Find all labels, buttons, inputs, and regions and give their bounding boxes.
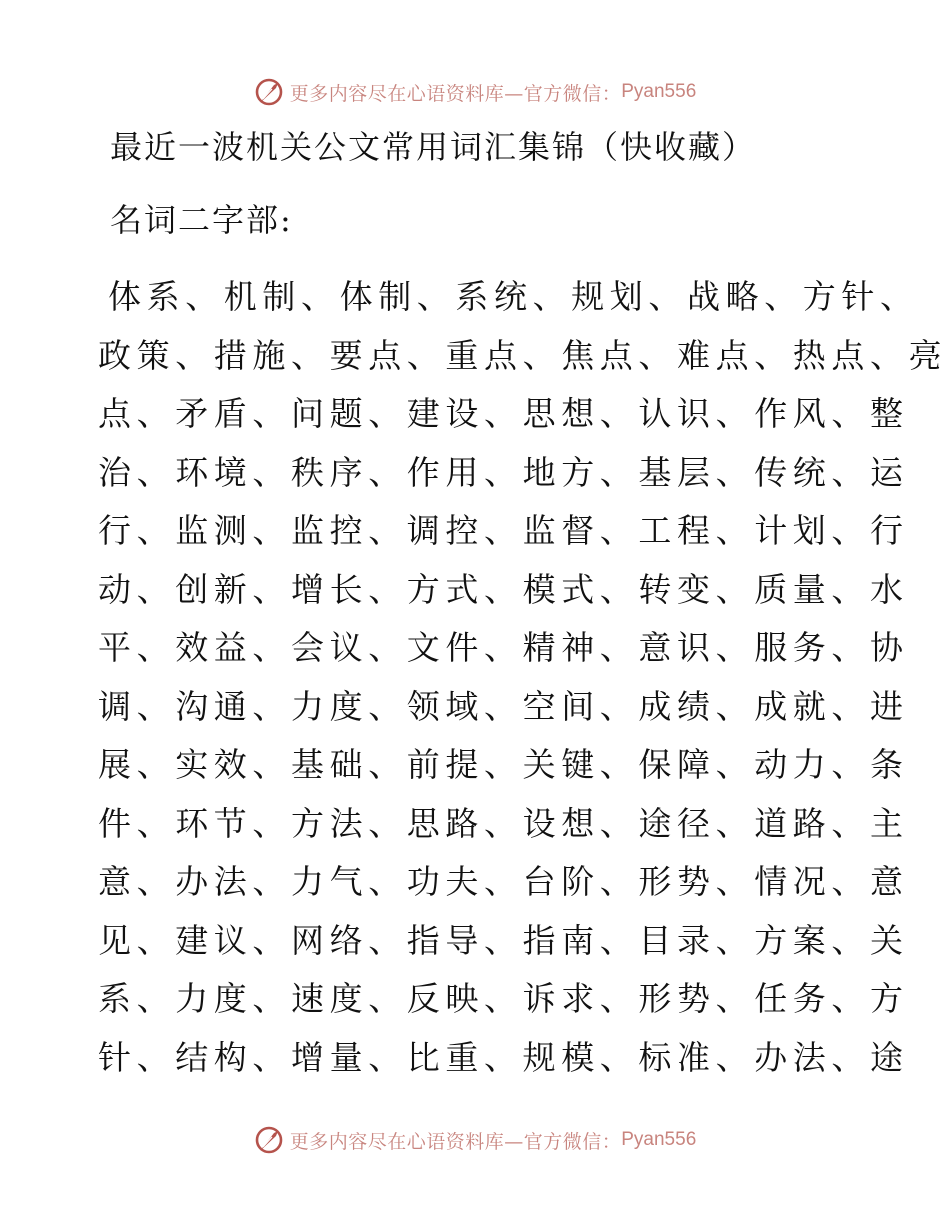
- text-line: 意、办法、力气、功夫、台阶、形势、情况、意: [98, 862, 909, 901]
- quill-pen-circle-icon: [254, 1125, 284, 1155]
- text-line: 平、效益、会议、文件、精神、意识、服务、协: [98, 628, 909, 667]
- text-line: 展、实效、基础、前提、关键、保障、动力、条: [98, 745, 909, 784]
- section-heading: 名词二字部:: [110, 201, 293, 239]
- vocabulary-list: [98, 268, 948, 1087]
- quill-pen-circle-icon: [254, 77, 284, 107]
- watermark-wechat-id: Pyan556: [621, 1129, 697, 1150]
- watermark-wechat-id: Pyan556: [621, 81, 697, 102]
- text-line: 点、矛盾、问题、建设、思想、认识、作风、整: [98, 394, 909, 433]
- text-line: 件、环节、方法、思路、设想、途径、道路、主: [98, 803, 909, 843]
- text-line: 行、监测、监控、调控、监督、工程、计划、行: [98, 511, 909, 550]
- text-line: 政策、措施、要点、重点、焦点、难点、热点、亮: [98, 335, 948, 375]
- watermark-text: 更多内容尽在心语资料库—官方微信：: [289, 82, 622, 105]
- text-line: 体系、机制、体制、系统、规划、战略、方针、: [108, 277, 919, 316]
- text-line: 调、沟通、力度、领域、空间、成绩、成就、进: [98, 686, 909, 726]
- header-watermark: [0, 72, 950, 112]
- text-line: 见、建议、网络、指导、指南、目录、方案、关: [98, 920, 909, 960]
- text-line: 动、创新、增长、方式、模式、转变、质量、水: [98, 569, 909, 609]
- text-line: 治、环境、秩序、作用、地方、基层、传统、运: [98, 452, 909, 492]
- text-line: 针、结构、增量、比重、规模、标准、办法、途: [98, 1037, 909, 1077]
- text-line: 系、力度、速度、反映、诉求、形势、任务、方: [98, 979, 909, 1018]
- watermark-text: 更多内容尽在心语资料库—官方微信：: [289, 1130, 622, 1153]
- document-title: 最近一波机关公文常用词汇集锦（快收藏）: [110, 128, 757, 166]
- footer-watermark: [0, 1120, 950, 1160]
